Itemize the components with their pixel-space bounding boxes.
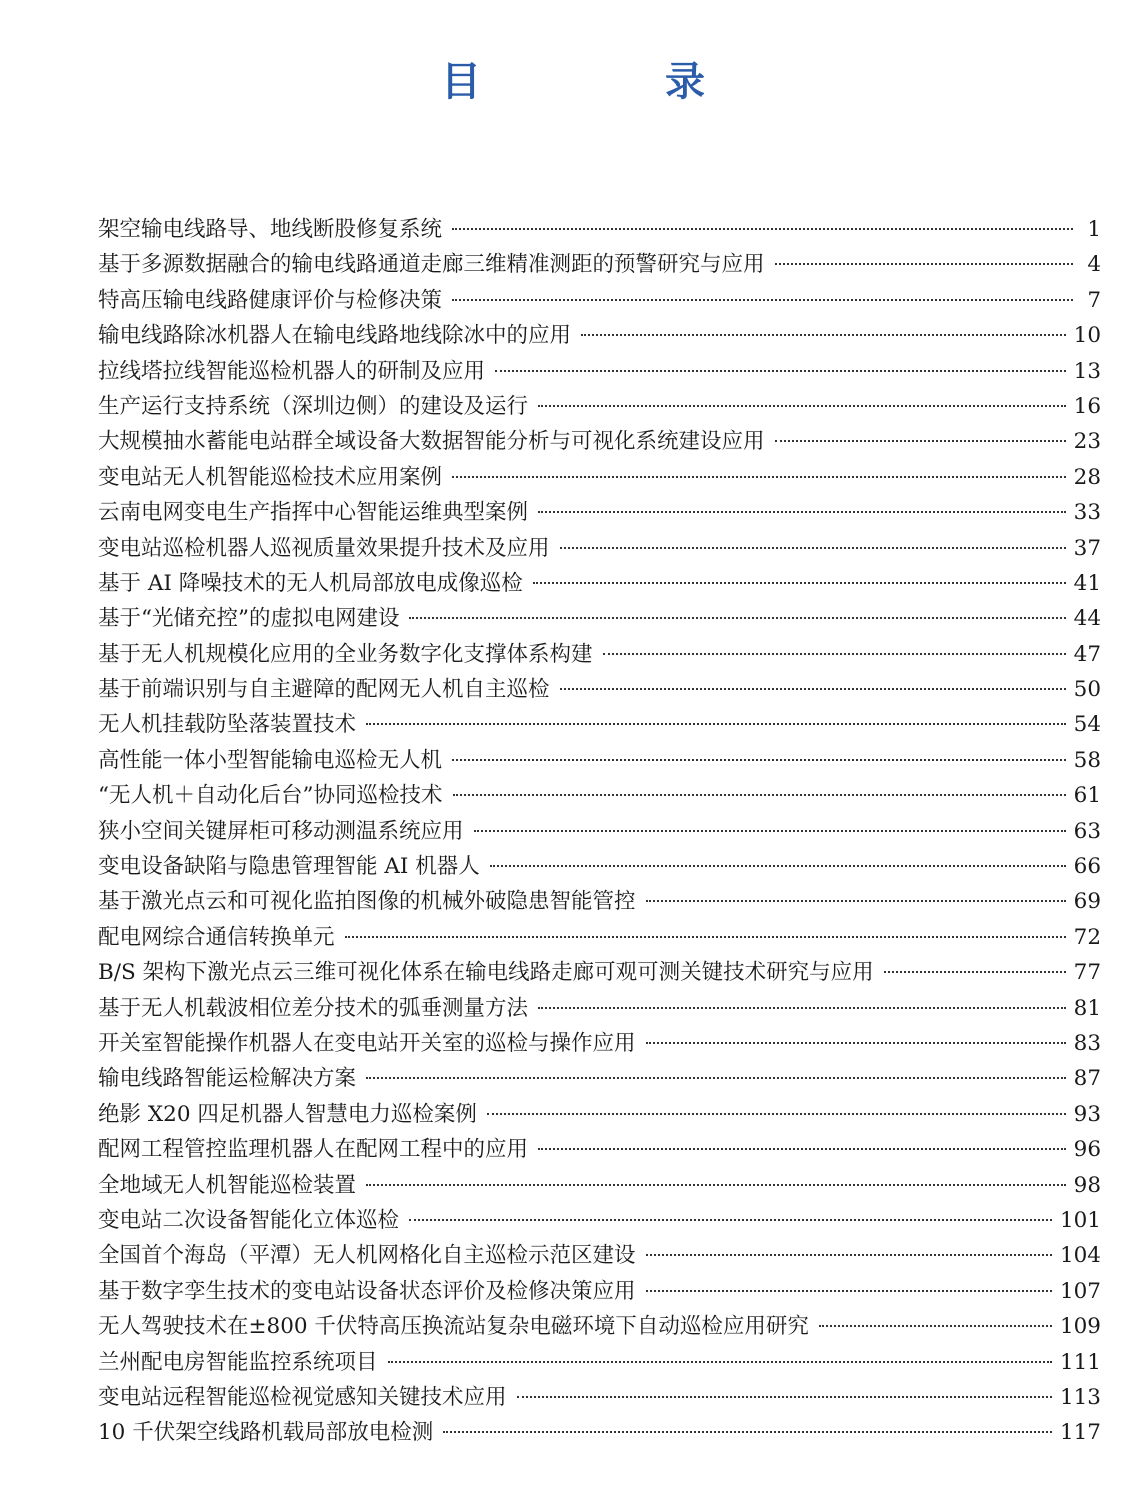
toc-page-number: 66 — [1073, 854, 1101, 880]
dot-leader — [538, 1007, 1066, 1009]
toc-entry[interactable] — [98, 637, 1101, 672]
toc-entry[interactable] — [98, 1097, 1101, 1132]
dot-leader — [560, 688, 1066, 690]
toc-page-number: 83 — [1073, 1030, 1101, 1056]
dot-leader — [366, 1184, 1066, 1186]
toc-page-number: 10 — [1073, 323, 1101, 349]
toc-page-number: 117 — [1059, 1420, 1101, 1446]
toc-page-number: 96 — [1073, 1137, 1101, 1163]
toc-entry-title: 绝影 X20 四足机器人智慧电力巡检案例 — [98, 1101, 477, 1127]
toc-page-number: 13 — [1073, 358, 1101, 384]
toc-entry[interactable] — [98, 212, 1101, 247]
toc-entry-title: 无人驾驶技术在±800 千伏特高压换流站复杂电磁环境下自动巡检应用研究 — [98, 1314, 809, 1340]
toc-entry[interactable] — [98, 1380, 1101, 1415]
toc-entry[interactable] — [98, 1203, 1101, 1238]
dot-leader — [533, 582, 1066, 584]
toc-entry-title: 狭小空间关键屏柜可移动测温系统应用 — [98, 818, 464, 844]
toc-entry-title: 基于无人机载波相位差分技术的弧垂测量方法 — [98, 995, 529, 1021]
toc-entry[interactable] — [98, 601, 1101, 636]
toc-page-number: 37 — [1073, 535, 1101, 561]
toc-page-number: 44 — [1073, 606, 1101, 632]
toc-entry[interactable] — [98, 1132, 1101, 1167]
toc-entry[interactable] — [98, 460, 1101, 495]
toc-entry[interactable] — [98, 849, 1101, 884]
dot-leader — [646, 1290, 1052, 1292]
toc-entry[interactable] — [98, 283, 1101, 318]
toc-entry-title: 基于无人机规模化应用的全业务数字化支撑体系构建 — [98, 641, 593, 667]
toc-entry[interactable] — [98, 247, 1101, 282]
toc-entry-title: 基于多源数据融合的输电线路通道走廊三维精准测距的预警研究与应用 — [98, 252, 765, 278]
toc-page-number: 72 — [1073, 924, 1101, 950]
toc-page-number: 63 — [1073, 818, 1101, 844]
toc-entry-title: 输电线路智能运检解决方案 — [98, 1066, 357, 1092]
dot-leader — [775, 263, 1073, 265]
dot-leader — [490, 865, 1066, 867]
toc-entry[interactable] — [98, 1026, 1101, 1061]
toc-entry-title: 基于前端识别与自主避障的配网无人机自主巡检 — [98, 677, 550, 703]
toc-page-number: 33 — [1073, 500, 1101, 526]
toc-page-number: 109 — [1059, 1314, 1101, 1340]
toc-entry-title: 全国首个海岛（平潭）无人机网格化自主巡检示范区建设 — [98, 1243, 636, 1269]
dot-leader — [345, 936, 1066, 938]
toc-page-number: 41 — [1073, 570, 1101, 596]
toc-page-number: 107 — [1059, 1278, 1101, 1304]
toc-page-number: 104 — [1059, 1243, 1101, 1269]
toc-entry-title: 基于“光储充控”的虚拟电网建设 — [98, 606, 400, 632]
dot-leader — [517, 1396, 1052, 1398]
toc-page-number: 23 — [1073, 429, 1101, 455]
toc-entry-title: 全地域无人机智能巡检装置 — [98, 1172, 357, 1198]
toc-entry[interactable] — [98, 1238, 1101, 1273]
toc-entry[interactable] — [98, 991, 1101, 1026]
dot-leader — [474, 830, 1066, 832]
toc-entry-title: 无人机挂载防坠落装置技术 — [98, 712, 357, 738]
toc-entry-title: 变电站巡检机器人巡视质量效果提升技术及应用 — [98, 535, 550, 561]
dot-leader — [581, 334, 1066, 336]
dot-leader — [409, 1219, 1052, 1221]
toc-page-number: 77 — [1073, 960, 1101, 986]
toc-page-number: 58 — [1073, 747, 1101, 773]
toc-entry[interactable] — [98, 1309, 1101, 1344]
dot-leader — [366, 1077, 1066, 1079]
dot-leader — [495, 370, 1066, 372]
dot-leader — [560, 547, 1066, 549]
toc-entry[interactable] — [98, 354, 1101, 389]
toc-entry[interactable] — [98, 955, 1101, 990]
toc-list — [98, 212, 1101, 1451]
toc-entry-title: “无人机＋自动化后台”协同巡检技术 — [98, 783, 443, 809]
toc-entry-title: 兰州配电房智能监控系统项目 — [98, 1349, 378, 1375]
toc-entry-title: 特高压输电线路健康评价与检修决策 — [98, 287, 443, 313]
toc-entry-title: 基于 AI 降噪技术的无人机局部放电成像巡检 — [98, 570, 523, 596]
toc-page-number: 16 — [1073, 393, 1101, 419]
toc-entry[interactable] — [98, 1274, 1101, 1309]
toc-entry[interactable] — [98, 814, 1101, 849]
toc-entry-title: 大规模抽水蓄能电站群全域设备大数据智能分析与可视化系统建设应用 — [98, 429, 765, 455]
dot-leader — [819, 1325, 1052, 1327]
dot-leader — [884, 971, 1066, 973]
toc-entry-title: 基于激光点云和可视化监拍图像的机械外破隐患智能管控 — [98, 889, 636, 915]
toc-entry-title: 输电线路除冰机器人在输电线路地线除冰中的应用 — [98, 323, 572, 349]
toc-entry-title: 云南电网变电生产指挥中心智能运维典型案例 — [98, 500, 529, 526]
dot-leader — [443, 1431, 1052, 1433]
toc-page-number: 113 — [1059, 1384, 1101, 1410]
toc-page-number: 28 — [1073, 464, 1101, 490]
dot-leader — [538, 1148, 1066, 1150]
toc-entry[interactable] — [98, 495, 1101, 530]
toc-entry[interactable] — [98, 672, 1101, 707]
toc-page-number: 47 — [1073, 641, 1101, 667]
page-title: 目 录 — [441, 58, 777, 105]
toc-entry-title: 变电站二次设备智能化立体巡检 — [98, 1207, 400, 1233]
toc-entry-title: B/S 架构下激光点云三维可视化体系在输电线路走廊可观可测关键技术研究与应用 — [98, 960, 874, 986]
toc-page-number: 98 — [1073, 1172, 1101, 1198]
toc-entry[interactable] — [98, 531, 1101, 566]
toc-entry-title: 生产运行支持系统（深圳边侧）的建设及运行 — [98, 393, 529, 419]
dot-leader — [646, 900, 1066, 902]
toc-entry[interactable] — [98, 743, 1101, 778]
toc-entry[interactable] — [98, 318, 1101, 353]
toc-page-number: 54 — [1073, 712, 1101, 738]
dot-leader — [452, 476, 1066, 478]
toc-page-number: 111 — [1059, 1349, 1101, 1375]
toc-page-number: 7 — [1087, 287, 1101, 313]
toc-page-number: 101 — [1059, 1207, 1101, 1233]
toc-entry-title: 开关室智能操作机器人在变电站开关室的巡检与操作应用 — [98, 1030, 636, 1056]
toc-entry-title: 拉线塔拉线智能巡检机器人的研制及应用 — [98, 358, 486, 384]
toc-page-number: 4 — [1087, 252, 1101, 278]
toc-entry[interactable] — [98, 884, 1101, 919]
toc-entry-title: 变电站远程智能巡检视觉感知关键技术应用 — [98, 1384, 507, 1410]
toc-entry-title: 变电站无人机智能巡检技术应用案例 — [98, 464, 443, 490]
dot-leader — [646, 1042, 1066, 1044]
dot-leader — [453, 794, 1066, 796]
toc-page-number: 1 — [1087, 217, 1101, 242]
toc-page-number: 93 — [1073, 1101, 1101, 1127]
toc-entry[interactable] — [98, 389, 1101, 424]
toc-page-number: 50 — [1073, 677, 1101, 703]
dot-leader — [775, 440, 1066, 442]
dot-leader — [452, 299, 1073, 301]
toc-entry[interactable] — [98, 778, 1101, 813]
dot-leader — [366, 723, 1066, 725]
dot-leader — [452, 228, 1073, 230]
toc-entry[interactable] — [98, 1168, 1101, 1203]
toc-page-number: 61 — [1073, 783, 1101, 809]
toc-entry[interactable] — [98, 707, 1101, 742]
dot-leader — [646, 1254, 1052, 1256]
toc-entry-title: 基于数字孪生技术的变电站设备状态评价及检修决策应用 — [98, 1278, 636, 1304]
toc-entry[interactable] — [98, 920, 1101, 955]
toc-page-number: 69 — [1073, 889, 1101, 915]
dot-leader — [388, 1361, 1052, 1363]
dot-leader — [487, 1113, 1066, 1115]
dot-leader — [409, 617, 1065, 619]
toc-entry-title: 配电网综合通信转换单元 — [98, 924, 335, 950]
dot-leader — [603, 653, 1066, 655]
toc-entry-title: 高性能一体小型智能输电巡检无人机 — [98, 747, 443, 773]
dot-leader — [538, 511, 1066, 513]
toc-entry[interactable] — [98, 1061, 1101, 1096]
toc-entry-title: 变电设备缺陷与隐患管理智能 AI 机器人 — [98, 854, 480, 880]
toc-entry[interactable] — [98, 1345, 1101, 1380]
toc-entry-title: 架空输电线路导、地线断股修复系统 — [98, 217, 443, 242]
toc-page-number: 87 — [1073, 1066, 1101, 1092]
toc-entry-title: 10 千伏架空线路机载局部放电检测 — [98, 1420, 434, 1446]
toc-entry[interactable] — [98, 424, 1101, 459]
toc-entry[interactable] — [98, 1415, 1101, 1450]
dot-leader — [452, 759, 1066, 761]
toc-entry-title: 配网工程管控监理机器人在配网工程中的应用 — [98, 1137, 529, 1163]
toc-page-number: 81 — [1073, 995, 1101, 1021]
dot-leader — [538, 405, 1066, 407]
toc-entry[interactable] — [98, 566, 1101, 601]
